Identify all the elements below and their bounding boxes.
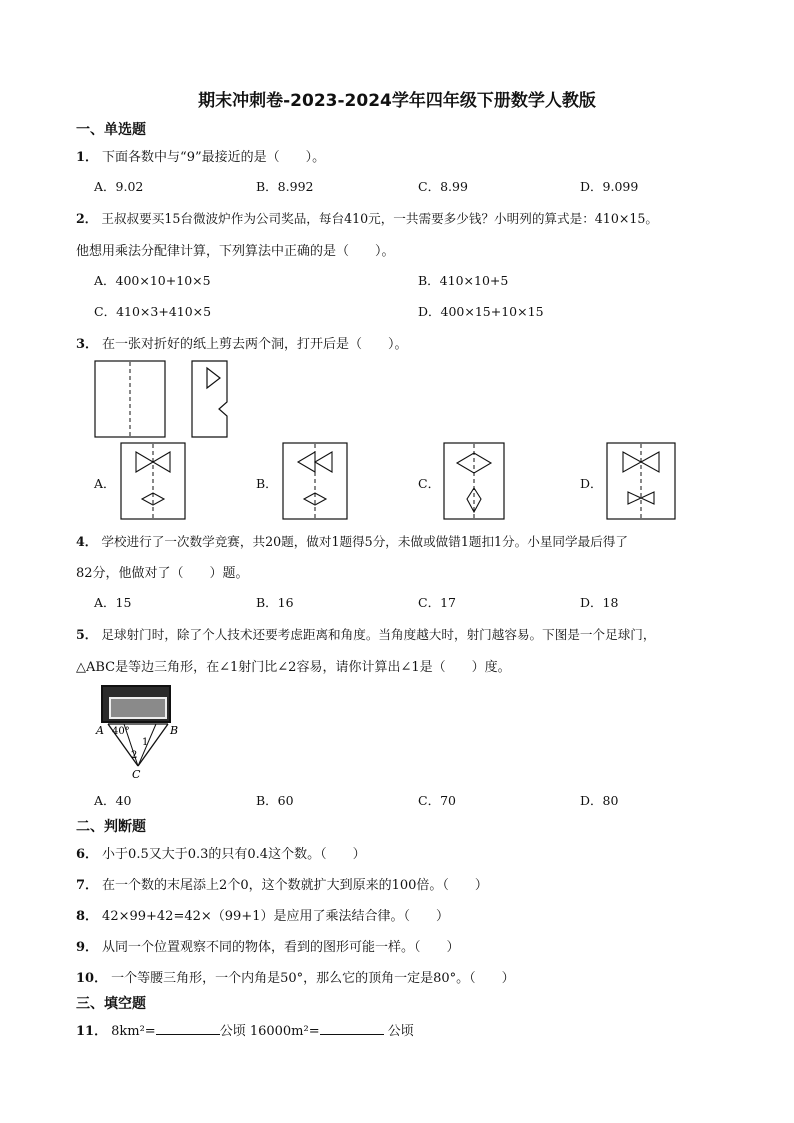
q2-option-d[interactable]: D．400×15+10×15: [418, 304, 544, 319]
question-text: 一个等腰三角形，一个内角是50°，那么它的顶角一定是80°。（ ）: [111, 971, 515, 986]
question-4-line-2: 82分，他做对了（ ）题。: [76, 566, 249, 581]
question-text-part-2: 公顷 16000m²=: [219, 1024, 320, 1039]
label-b: B: [170, 724, 179, 737]
q5-option-a[interactable]: A．40: [94, 793, 132, 808]
folded-paper-figure: [94, 360, 166, 438]
q1-option-a[interactable]: A．9.02: [94, 179, 144, 194]
section-heading-true-false: 二、判断题: [76, 819, 146, 835]
q4-option-c[interactable]: C．17: [418, 595, 456, 610]
question-number: 9．: [76, 940, 99, 955]
question-7: [76, 874, 488, 893]
question-text: 从同一个位置观察不同的物体，看到的图形可能一样。（ ）: [102, 940, 460, 955]
label-a: A: [96, 724, 104, 737]
question-number: 6．: [76, 847, 99, 862]
question-number: 3．: [76, 337, 99, 352]
q3-option-d-figure[interactable]: [606, 442, 676, 520]
q3-option-a-figure[interactable]: [120, 442, 186, 520]
q2-option-c[interactable]: C．410×3+410×5: [94, 304, 212, 319]
question-text: 王叔叔要买15台微波炉作为公司奖品，每台410元，一共需要多少钱？小明列的算式是：410×15。: [101, 211, 659, 226]
question-text: 足球射门时，除了个人技术还要考虑距离和角度。当角度越大时，射门越容易。下图是一个足球门，: [101, 627, 656, 642]
question-11: [76, 1020, 414, 1039]
q5-option-d[interactable]: D．80: [580, 793, 619, 808]
question-number: 4．: [76, 534, 98, 549]
question-text: 小于0.5又大于0.3的只有0.4这个数。（ ）: [102, 847, 366, 862]
question-number: 11．: [76, 1024, 108, 1039]
q3-option-a[interactable]: A．: [94, 476, 116, 491]
angle-40-label: 40°: [112, 726, 130, 737]
question-text-part-3: 公顷: [383, 1024, 414, 1039]
question-number: 1．: [76, 150, 99, 165]
question-2-line-2: 他想用乘法分配律计算，下列算法中正确的是（ ）。: [76, 244, 395, 259]
question-6: [76, 843, 366, 862]
question-text: 在一张对折好的纸上剪去两个洞，打开后是（ ）。: [102, 337, 408, 352]
section-heading-single-choice: 一、单选题: [76, 122, 146, 138]
question-1: [76, 146, 325, 165]
question-number: 7．: [76, 878, 99, 893]
q1-option-d[interactable]: D．9.099: [580, 179, 639, 194]
answer-blank-2[interactable]: [320, 1022, 384, 1035]
question-10: [76, 967, 515, 986]
question-2: [76, 208, 658, 227]
q5-option-b[interactable]: B．60: [256, 793, 294, 808]
q2-option-b[interactable]: B．410×10+5: [418, 273, 509, 288]
q4-option-d[interactable]: D．18: [580, 595, 619, 610]
question-text: 在一个数的末尾添上2个0，这个数就扩大到原来的100倍。（ ）: [102, 878, 488, 893]
question-number: 10．: [76, 971, 108, 986]
triangle-abc-figure: [94, 720, 184, 782]
question-8: [76, 905, 449, 924]
q4-option-b[interactable]: B．16: [256, 595, 294, 610]
question-text-part-1: 8km²=: [111, 1024, 156, 1039]
angle-2-label: 2: [131, 750, 138, 761]
question-5: [76, 624, 655, 643]
q5-option-c[interactable]: C．70: [418, 793, 456, 808]
question-number: 5．: [76, 627, 98, 642]
question-text: 42×99+42=42×（99+1）是应用了乘法结合律。（ ）: [102, 909, 449, 924]
question-9: [76, 936, 460, 955]
soccer-goal-photo: [101, 685, 171, 723]
q3-option-c-figure[interactable]: [443, 442, 505, 520]
label-c: C: [132, 768, 141, 781]
answer-blank-1[interactable]: [156, 1022, 220, 1035]
q3-option-b[interactable]: B．: [256, 476, 278, 491]
question-text: 学校进行了一次数学竞赛，共20题，做对1题得5分，未做或做错1题扣1分。小星同学最后得了: [101, 534, 628, 549]
angle-1-label: 1: [142, 737, 149, 748]
question-text: 下面各数中与“9”最接近的是（ ）。: [102, 150, 326, 165]
question-number: 2．: [76, 211, 98, 226]
q1-option-c[interactable]: C．8.99: [418, 179, 468, 194]
question-4: [76, 531, 628, 550]
page-title: 期末冲刺卷-2023-2024学年四年级下册数学人教版: [198, 91, 596, 111]
q3-option-c[interactable]: C．: [418, 476, 441, 491]
cut-paper-figure: [191, 360, 231, 438]
q1-option-b[interactable]: B．8.992: [256, 179, 314, 194]
q4-option-a[interactable]: A．15: [94, 595, 132, 610]
question-number: 8．: [76, 909, 99, 924]
q3-option-b-figure[interactable]: [282, 442, 348, 520]
q2-option-a[interactable]: A．400×10+10×5: [94, 273, 211, 288]
question-5-line-2: △ABC是等边三角形，在∠1射门比∠2容易，请你计算出∠1是（ ）度。: [76, 660, 511, 675]
question-3: [76, 333, 408, 352]
section-heading-fill-blank: 三、填空题: [76, 996, 146, 1012]
q3-option-d[interactable]: D．: [580, 476, 603, 491]
